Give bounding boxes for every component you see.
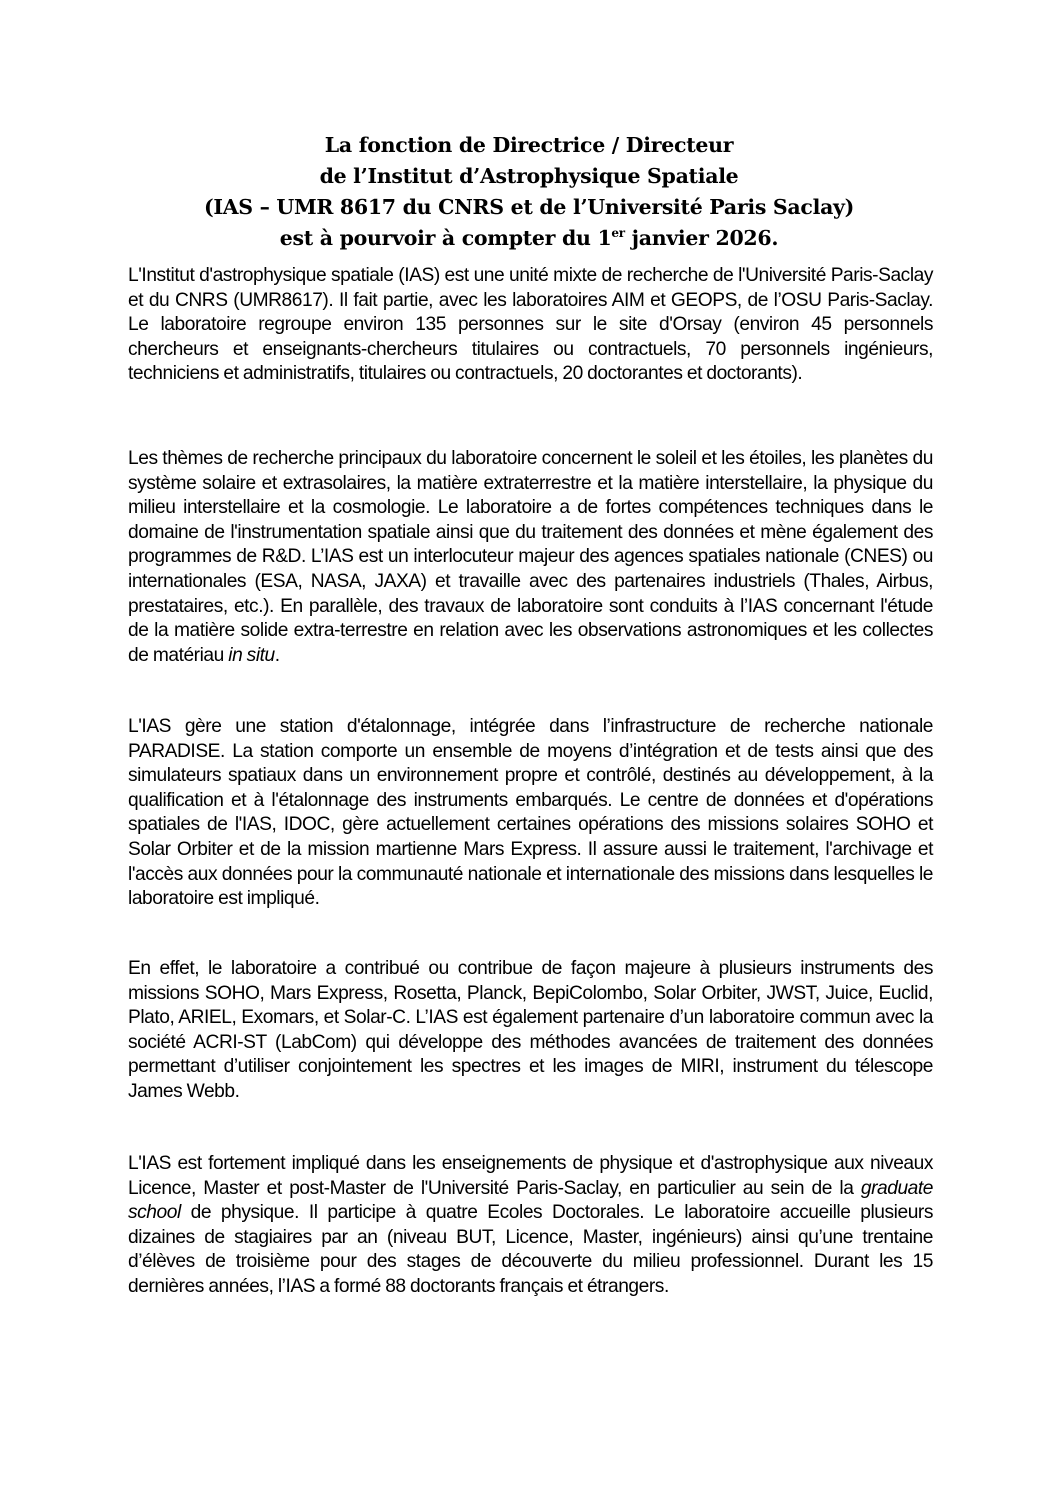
document-title: [0, 130, 1058, 254]
paragraph-research-themes-text: Les thèmes de recherche principaux du laboratoire concernent le soleil et les étoiles, les planètes du système solaire et extrasolaires, la matière extraterrestre et la matière interstellaire, la physique du milieu interstellaire et la cosmologie. Le laboratoire a de fortes compétences techniques dans le domaine de l'instrumentation spatiale ainsi que du traitement des données et mène également des programmes de R&D. L’IAS est un interlocuteur majeur des agences spatiales nationale (CNES) ou internationales (ESA, NASA, JAXA) et travaille avec des partenaires industriels (Thales, Airbus, prestataires, etc.). En parallèle, des travaux de laboratoire sont conduits à l’IAS concernant l'étude de la matière solide extra-terrestre en relation avec les observations astronomiques et les collectes de matériau: [128, 448, 933, 666]
paragraph-teaching-start: L'IAS est fortement impliqué dans les enseignements de physique et d'astrophysique aux niveaux Licence, Master et post-Master de l'Université Paris-Saclay, en particulier au sein de la: [128, 1153, 933, 1199]
title-line-2: de l’Institut d’Astrophysique Spatiale: [319, 164, 739, 188]
ordinal-superscript: er: [611, 226, 625, 240]
paragraph-research-themes-end: .: [274, 644, 280, 666]
paragraph-intro: L'Institut d'astrophysique spatiale (IAS) est une unité mixte de recherche de l'Université Paris-Saclay et du CNRS (UMR8617). Il fait partie, avec les laboratoires AIM et GEOPS, de l’OSU Paris-Saclay. Le laboratoire regroupe environ 135 personnes sur le site d'Orsay (environ 45 personnels chercheurs et enseignants-chercheurs titulaires ou contractuels, 70 personnels ingénieurs, techniciens et administratifs, titulaires ou contractuels, 20 doctorantes et doctorants).: [128, 265, 933, 385]
italic-graduate-school: graduate school: [128, 1177, 933, 1224]
paragraph-teaching: [128, 1152, 933, 1300]
paragraph-research-themes: [128, 447, 933, 668]
italic-in-situ: in situ: [228, 644, 275, 666]
title-line-4: [0, 223, 1058, 254]
paragraph-missions: En effet, le laboratoire a contribué ou contribue de façon majeure à plusieurs instruments des missions SOHO, Mars Express, Rosetta, Planck, BepiColombo, Solar Orbiter, JWST, Juice, Euclid, Plato, ARIEL, Exomars, et Solar-C. L’IAS est également partenaire d’un laboratoire commun avec la société ACRI-ST (LabCom) qui développe des méthodes avancées de traitement des données permettant d’utiliser conjointement les spectres et les images de MIRI, instrument du télescope James Webb.: [128, 958, 933, 1102]
title-line-4-end: janvier 2026.: [624, 226, 779, 250]
paragraph-teaching-end: de physique. Il participe à quatre Ecoles Doctorales. Le laboratoire accueille plusieurs dizaines de stagiaires par an (niveau BUT, Licence, Master, ingénieurs) ainsi qu’une trentaine d’élèves de troisième pour des stages de découverte du milieu professionnel. Durant les 15 dernières années, l’IAS a formé 88 doctorants français et étrangers.: [128, 1202, 933, 1297]
title-line-1: La fonction de Directrice / Directeur: [324, 133, 734, 157]
paragraph-calibration-station: L'IAS gère une station d'étalonnage, intégrée dans l’infrastructure de recherche nationale PARADISE. La station comporte un ensemble de moyens d’intégration et de tests ainsi que des simulateurs spatiaux dans un environnement propre et contrôlé, destinés au développement, à la qualification et à l'étalonnage des instruments embarqués. Le centre de données et d'opérations spatiales de l'IAS, IDOC, gère actuellement certaines opérations des missions solaires SOHO et Solar Orbiter et de la mission martienne Mars Express. Il assure aussi le traitement, l'archivage et l'accès aux données pour la communauté nationale et internationale des missions dans lesquelles le laboratoire est impliqué.: [128, 716, 933, 910]
title-line-4-start: est à pourvoir à compter du 1: [279, 226, 612, 250]
title-line-3: (IAS – UMR 8617 du CNRS et de l’Université Paris Saclay): [203, 195, 855, 219]
